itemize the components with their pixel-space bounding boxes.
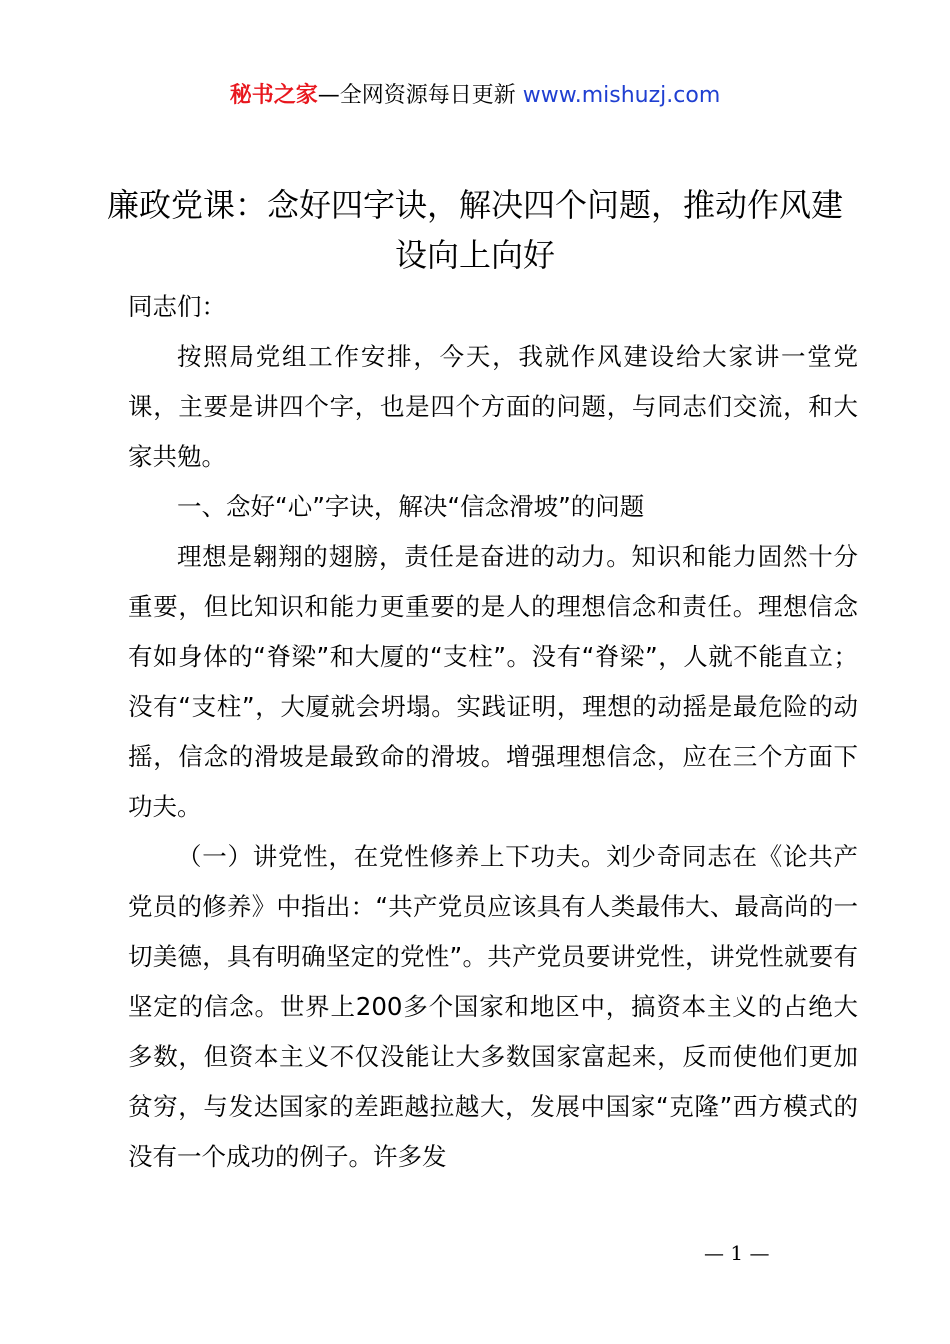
paragraph-ideals: 理想是翱翔的翅膀，责任是奋进的动力。知识和能力固然十分重要，但比知识和能力更重要的是人的理想信念和责任。理想信念有如身体的“脊梁”和大厦的“支柱”。没有“脊梁”，人就不能直立；没有“支柱”，大厦就会坍塌。实践证明，理想的动摇是最危险的动摇，信念的滑坡是最致命的滑坡。增强理想信念，应在三个方面下功夫。: [128, 542, 858, 821]
site-brand: 秘书之家: [229, 83, 318, 108]
section-heading: 一、念好“心”字诀，解决“信念滑坡”的问题: [177, 492, 645, 521]
paragraph-intro: 按照局党组工作安排，今天，我就作风建设给大家讲一堂党课，主要是讲四个字，也是四个方面的问题，与同志们交流，和大家共勉。: [128, 342, 858, 471]
document-body: [128, 282, 858, 1182]
site-header: [0, 80, 950, 112]
salutation: 同志们：: [128, 292, 226, 321]
paragraph-party-spirit: （一）讲党性，在党性修养上下功夫。刘少奇同志在《论共产党员的修养》中指出：“共产党员应该具有人类最伟大、最高尚的一切美德，具有明确坚定的党性”。共产党员要讲党性，讲党性就要有坚定的信念。世界上200多个国家和地区中，搞资本主义的占绝大多数，但资本主义不仅没能让大多数国家富起来，反而使他们更加贫穷，与发达国家的差距越拉越大，发展中国家“克隆”西方模式的没有一个成功的例子。许多发: [128, 842, 858, 1171]
document-title: 廉政党课：念好四字诀，解决四个问题，推动作风建设向上向好: [106, 186, 843, 274]
site-url-link[interactable]: www.mishuzj.com: [522, 83, 721, 108]
page-number: — 1 —: [704, 1241, 770, 1265]
site-tagline: —全网资源每日更新: [317, 83, 523, 108]
